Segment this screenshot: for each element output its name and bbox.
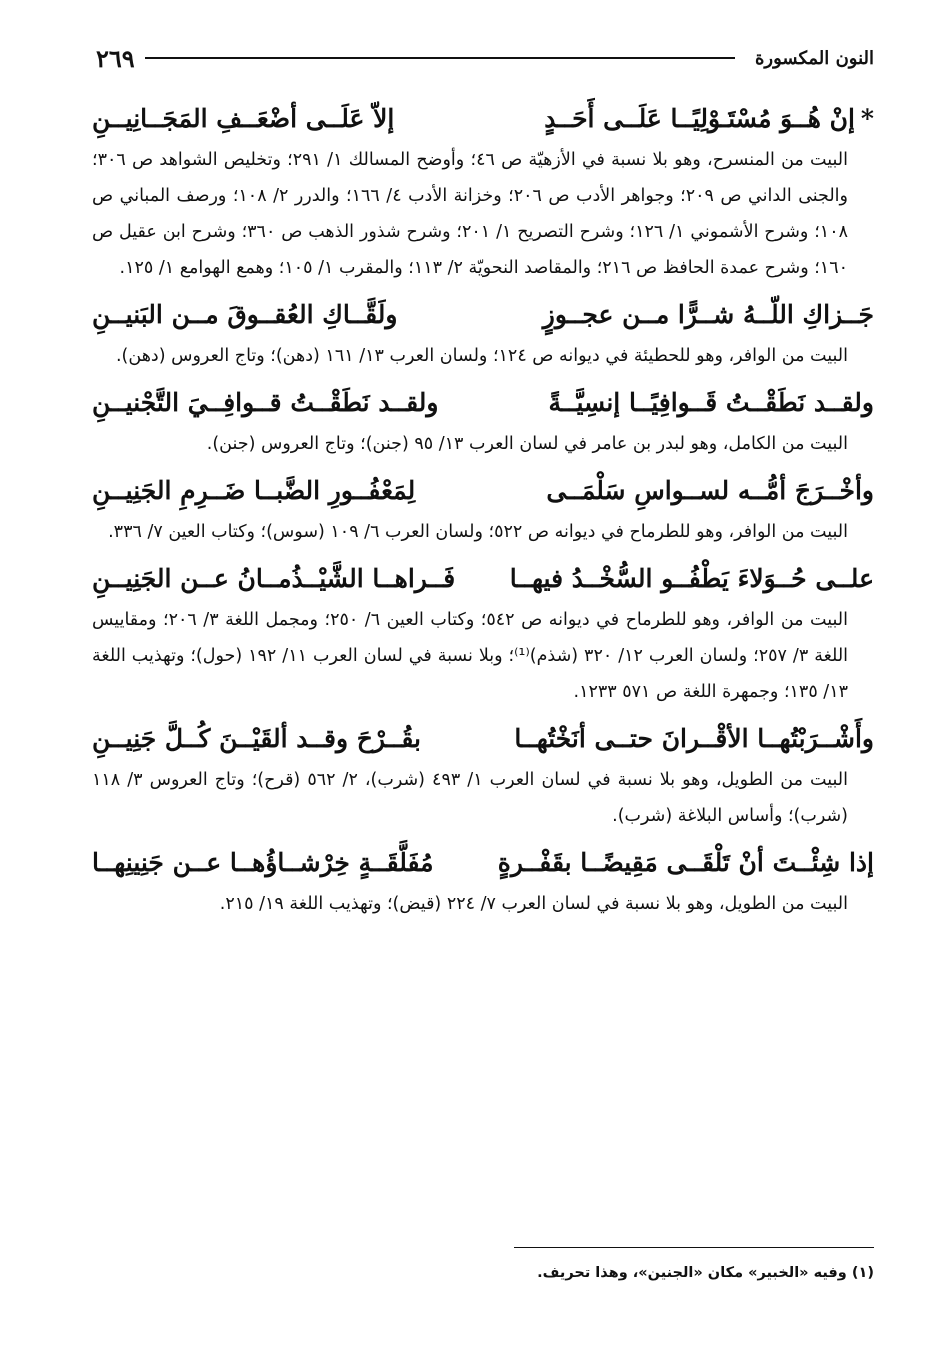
second-hemistich: بقُــرْحَ وقــد ألقَيْــنَ كُــلَّ جَنِيــنِ [92,724,421,753]
verse-commentary: البيت من المنسرح، وهو بلا نسبة في الأزهيّة ص ٤٦؛ وأوضح المسالك ١/ ٢٩١؛ وتخليص الشواهد ص ٣٠٦؛ والجنى الداني ص ٢٠٩؛ وجواهر الأدب ص ٢٠٦؛ وخزانة الأدب ٤/ ١٦٦؛ والدرر ٢/ ١٠٨؛ ورصف المباني ص ١٠٨؛ وشرح الأشموني ١/ ١٢٦؛ وشرح التصريح ١/ ٢٠١؛ وشرح شذور الذهب ص ٣٦٠؛ وشرح ابن عقيل ص ١٦٠؛ وشرح عمدة الحافظ ص ٢١٦؛ والمقاصد النحويّة ٢/ ١١٣؛ والمقرب ١/ ١٠٥؛ وهمع الهوامع ١/ ١٢٥. [92,150,848,278]
verse-commentary: البيت من الوافر، وهو للطرماح في ديوانه ص ٥٢٢؛ ولسان العرب ٦/ ١٠٩ (سوس)؛ وكتاب العين ٧/ ٣٣٦. [108,522,848,542]
page-content [92,96,874,928]
verse-entry [92,556,874,710]
star-marker: * [860,104,874,133]
verse-commentary: البيت من الطويل، وهو بلا نسبة في لسان العرب ١/ ٤٩٣ (شرب)، ٢/ ٥٦٢ (قرح)؛ وتاج العروس ٣/ ١١٨ (شرب)؛ وأساس البلاغة (شرب). [92,770,848,826]
verse-entry [92,468,874,550]
second-hemistich: مُفَلَّقَــةٍ خِرْشــاؤُهــا عــن جَنِينِهــا [92,848,434,877]
second-hemistich: ولقــد نَطَقْــتُ قــوافِــيَ التَّجْنيــنِ [92,388,439,417]
second-hemistich: فَــراهــا الشَّيْــذُمــانُ عــن الجَنِيــنِ [92,564,456,593]
footnote-separator [514,1247,874,1248]
verse-commentary: البيت من الوافر، وهو للحطيئة في ديوانه ص ١٢٤؛ ولسان العرب ١٣/ ١٦١ (دهن)؛ وتاج العروس (دهن). [115,346,848,366]
header-rule [145,57,735,59]
second-hemistich: ولَقَّــاكِ العُقــوقَ مــن البَنيــنِ [92,300,398,329]
verse-commentary: البيت من الطويل، وهو بلا نسبة في لسان العرب ٧/ ٢٢٤ (قيض)؛ وتهذيب اللغة ١٩/ ٢١٥. [219,894,848,914]
verse-entry [92,96,874,286]
first-hemistich: علــى حُــوَلاءَ يَطْفُــو السُّخْــدُ فيهــا [509,564,874,593]
page-header [96,40,874,76]
verse-entry [92,292,874,374]
first-hemistich: إذا شِئْــتَ أنْ تَلْقَــى مَقِيضًــا بقَفْــرةٍ [497,848,874,877]
verse-line [92,468,874,514]
verse-entry [92,716,874,834]
first-hemistich: جَــزاكِ اللّــهُ شــرًّا مــن عجــوزٍ [542,300,874,329]
verse-entry [92,380,874,462]
verse-commentary: البيت من الكامل، وهو لبدر بن عامر في لسان العرب ١٣/ ٩٥ (جنن)؛ وتاج العروس (جنن). [206,434,848,454]
verse-line [92,96,874,142]
running-title: النون المكسورة [754,47,874,69]
first-hemistich: وأَشْــرَبْتُهــا الأقْــرانَ حتــى أنَخْتُهــا [514,724,874,753]
verse-line [92,716,874,762]
first-hemistich [544,96,874,142]
second-hemistich: إلاّ عَلَــى أضْعَــفِ المَجَــانِيــنِ [92,104,395,133]
first-hemistich-text: إنْ هُــوَ مُسْتَـوْلِيًــا عَلَــى أَحَــدٍ [544,104,855,133]
page-number: ٢٦٩ [96,43,135,73]
verse-line [92,292,874,338]
second-hemistich: لِمَعْفُــورِ الضَّبــا ضَــرِمِ الجَنِيــنِ [92,476,416,505]
footnote: (١) وفيه «الخبير» مكان «الجنين»، وهذا تحريف. [537,1265,874,1281]
verse-line [92,380,874,426]
first-hemistich: وأخْــرَجَ أمُّــه لســواسِ سَلْمَــى [546,476,874,505]
verse-line [92,556,874,602]
verse-entry [92,840,874,922]
verse-commentary: البيت من الوافر، وهو للطرماح في ديوانه ص ٥٤٢؛ وكتاب العين ٦/ ٢٥٠؛ ومجمل اللغة ٣/ ٢٠٦؛ ومقاييس اللغة ٣/ ٢٥٧؛ ولسان العرب ١٢/ ٣٢٠ (شذم)⁽¹⁾؛ وبلا نسبة في لسان العرب ١١/ ١٩٢ (حول)؛ وتهذيب اللغة ١٣/ ١٣٥؛ وجمهرة اللغة ص ٥٧١ ١٢٣٣. [92,610,849,702]
first-hemistich: ولقــد نَطَقْــتُ قَــوافِيًــا إنسِيَّــةً [548,388,874,417]
verse-line [92,840,874,886]
